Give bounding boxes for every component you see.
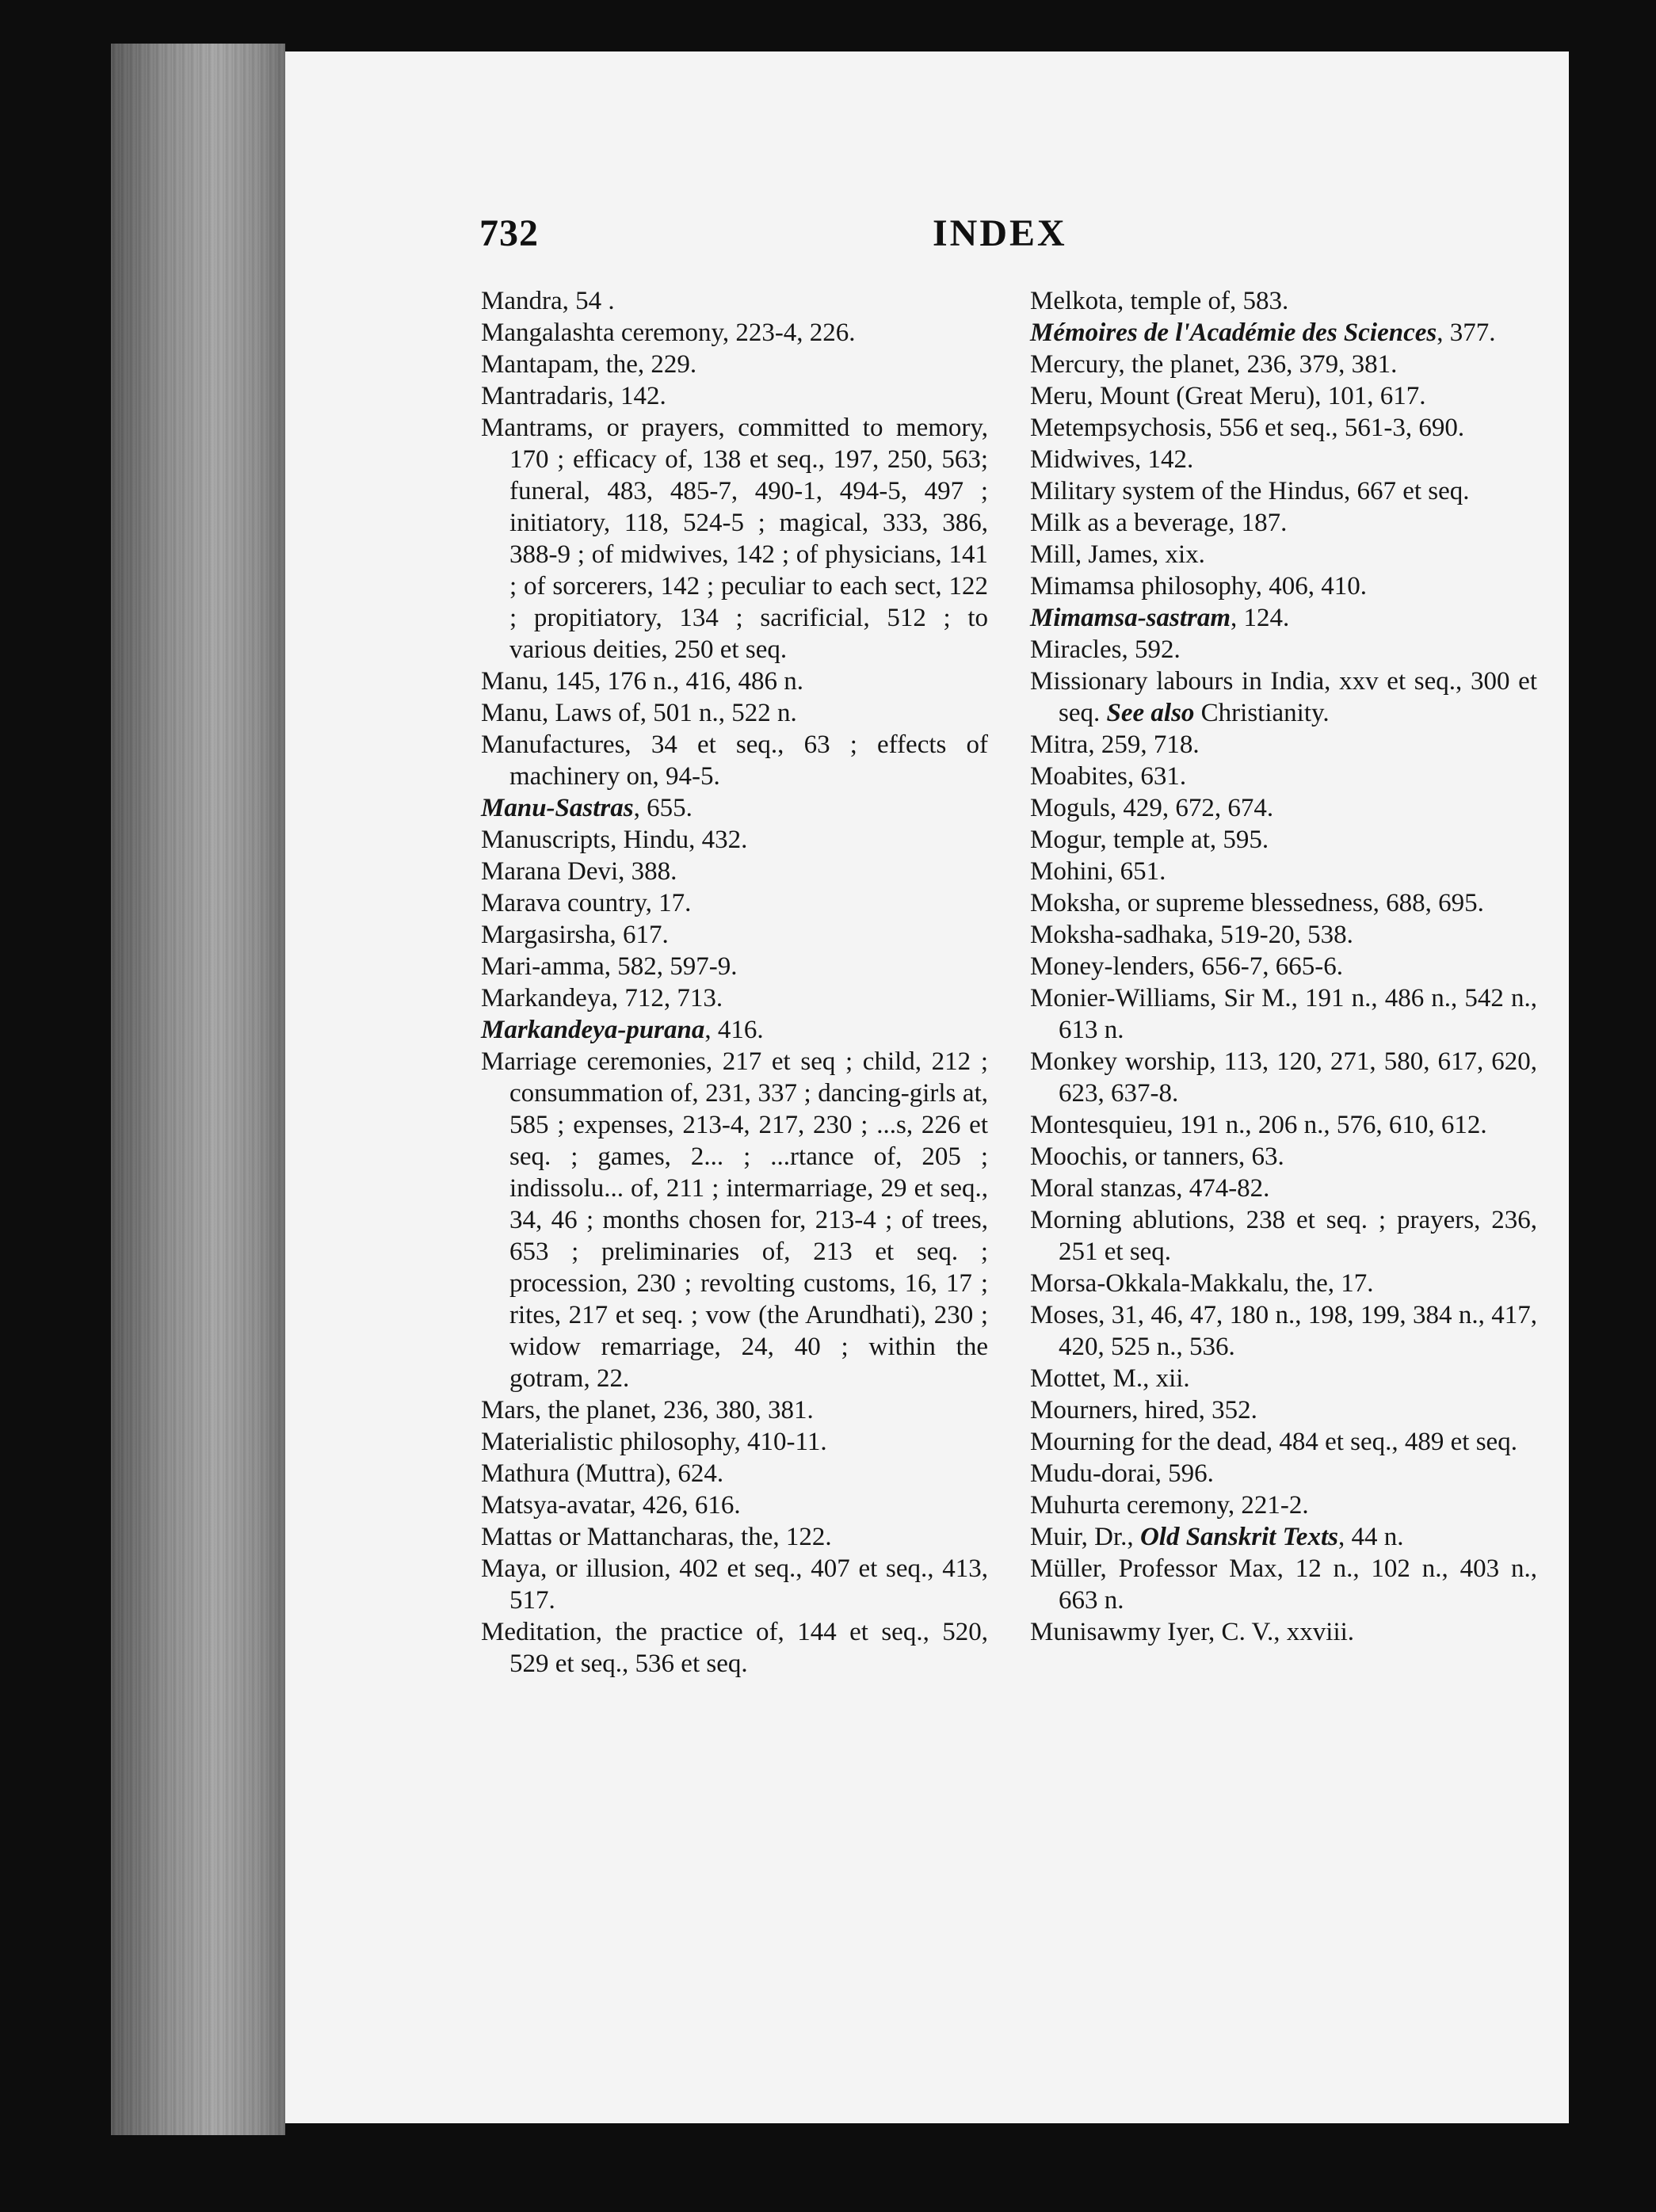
- index-entry: [1030, 1141, 1537, 1173]
- index-entry-text: Mangalashta ceremony, 223-4, 226.: [481, 318, 856, 347]
- index-entry-italic-title: Markandeya-purana: [481, 1016, 705, 1044]
- index-entry-text: Mudu-dorai, 596.: [1030, 1459, 1214, 1488]
- index-entry-text: Moabites, 631.: [1030, 762, 1187, 791]
- index-entry: [481, 1046, 988, 1394]
- index-entry-text: Morning ablutions, 238 et seq. ; prayers, 236, 251 et seq.: [1030, 1206, 1537, 1266]
- index-entry: [1030, 317, 1537, 349]
- index-entry: [481, 856, 988, 887]
- index-entry: [481, 1014, 988, 1046]
- index-entry: [1030, 1616, 1537, 1648]
- index-entry-text: Mohini, 651.: [1030, 857, 1166, 886]
- index-entry: [1030, 1268, 1537, 1299]
- index-entry: [1030, 919, 1537, 951]
- index-entry-text: , 655.: [633, 794, 693, 822]
- index-entry-text: Monkey worship, 113, 120, 271, 580, 617, 620, 623, 637-8.: [1030, 1047, 1537, 1108]
- index-entry-italic-ref: See also: [1100, 699, 1195, 727]
- index-entry-text: , 377.: [1437, 318, 1496, 347]
- index-entry: [1030, 856, 1537, 887]
- index-entry: [1030, 570, 1537, 602]
- index-entry: [1030, 1489, 1537, 1521]
- index-entry-text: Materialistic philosophy, 410-11.: [481, 1428, 827, 1456]
- index-entry-text: Missionary labours in India, xxv et seq., 300 et seq.: [1030, 667, 1537, 727]
- index-entry-text: Marava country, 17.: [481, 889, 692, 917]
- index-entry-text: Manu, 145, 176 n., 416, 486 n.: [481, 667, 803, 696]
- index-entry: [1030, 666, 1537, 729]
- index-entry-text: Mourners, hired, 352.: [1030, 1396, 1257, 1424]
- index-entry-text: , 416.: [704, 1016, 764, 1044]
- index-entry-text: , 124.: [1231, 604, 1290, 632]
- index-entry: [1030, 380, 1537, 412]
- index-entry: [481, 1521, 988, 1553]
- index-entry: [481, 1553, 988, 1616]
- index-entry: [481, 412, 988, 666]
- index-entry-text: Mattas or Mattancharas, the, 122.: [481, 1523, 832, 1551]
- index-entry-text: Manu, Laws of, 501 n., 522 n.: [481, 699, 797, 727]
- index-entry: [1030, 792, 1537, 824]
- index-entry-text: Mandra, 54 .: [481, 287, 615, 315]
- index-entry-italic-title: Mimamsa-sastram: [1030, 604, 1231, 632]
- index-entry-text: Morsa-Okkala-Makkalu, the, 17.: [1030, 1269, 1374, 1298]
- index-entry: [1030, 1426, 1537, 1458]
- index-entry: [481, 317, 988, 349]
- index-entry-text: Moksha-sadhaka, 519-20, 538.: [1030, 921, 1353, 949]
- index-entry-text: Mathura (Muttra), 624.: [481, 1459, 724, 1488]
- index-entry-text: Moksha, or supreme blessedness, 688, 695.: [1030, 889, 1484, 917]
- index-entry-text: Manuscripts, Hindu, 432.: [481, 826, 748, 854]
- index-entry-text: Monier-Williams, Sir M., 191 n., 486 n., 542 n., 613 n.: [1030, 984, 1537, 1044]
- index-entry: [1030, 539, 1537, 570]
- index-entry: [481, 1426, 988, 1458]
- index-entry: [481, 887, 988, 919]
- index-entry: [1030, 761, 1537, 792]
- index-entry: [1030, 285, 1537, 317]
- index-entry: [481, 1489, 988, 1521]
- index-entry-text: Munisawmy Iyer, C. V., xxviii.: [1030, 1618, 1355, 1646]
- index-entry-text: Mill, James, xix.: [1030, 540, 1205, 569]
- index-entry: [1030, 1109, 1537, 1141]
- index-entry-text: Margasirsha, 617.: [481, 921, 669, 949]
- index-entry: [481, 1458, 988, 1489]
- index-entry-text: Mottet, M., xii.: [1030, 1364, 1190, 1393]
- index-entry: [1030, 1521, 1537, 1553]
- index-entry: [481, 792, 988, 824]
- index-entry-text-tail: , 44 n.: [1337, 1523, 1404, 1551]
- index-entry: [1030, 1363, 1537, 1394]
- index-entry: [1030, 1553, 1537, 1616]
- index-entry: [1030, 1173, 1537, 1204]
- index-entry-text: Müller, Professor Max, 12 n., 102 n., 403 n., 663 n.: [1030, 1554, 1537, 1615]
- index-entry-text: Miracles, 592.: [1030, 635, 1181, 664]
- index-entry-text: Maya, or illusion, 402 et seq., 407 et seq., 413, 517.: [481, 1554, 988, 1615]
- index-entry-text: Muhurta ceremony, 221-2.: [1030, 1491, 1309, 1520]
- index-entry: [481, 666, 988, 697]
- index-entry: [481, 697, 988, 729]
- page-header: [479, 212, 1533, 267]
- index-entry: [1030, 951, 1537, 982]
- index-entry-text-tail: Christianity.: [1194, 699, 1330, 727]
- index-entry: [1030, 887, 1537, 919]
- index-entry: [481, 349, 988, 380]
- index-entry-text: Milk as a beverage, 187.: [1030, 509, 1288, 537]
- index-entry-text: Mantrams, or prayers, committed to memory, 170 ; efficacy of, 138 et seq., 197, 250, 563; funeral, 483, 485-7, 490-1, 494-5, 497 ; initiatory, 118, 524-5 ; magical, 333, 386, 388-9 ; of midwives, 142 ; of physicians, 141 ; of sorcerers, 142 ; peculiar to each sect, 122 ; propitiatory, 134 ; sacrificial, 512 ; to various deities, 250 et seq.: [481, 414, 988, 664]
- index-entry: [1030, 349, 1537, 380]
- index-entry-text: Moguls, 429, 672, 674.: [1030, 794, 1274, 822]
- index-entry: [1030, 1394, 1537, 1426]
- index-entry-text: Meru, Mount (Great Meru), 101, 617.: [1030, 382, 1426, 410]
- index-entry: [1030, 1458, 1537, 1489]
- index-entry: [1030, 1046, 1537, 1109]
- index-entry: [1030, 1299, 1537, 1363]
- index-entry: [1030, 1204, 1537, 1268]
- page-number: 732: [479, 212, 539, 254]
- index-entry-text: Mercury, the planet, 236, 379, 381.: [1030, 350, 1398, 379]
- index-entry: [1030, 982, 1537, 1046]
- index-column-left: [481, 285, 988, 1680]
- index-entry: [481, 951, 988, 982]
- index-entry-text: Muir, Dr.,: [1030, 1523, 1140, 1551]
- index-entry-text: Markandeya, 712, 713.: [481, 984, 723, 1013]
- index-entry-text: Meditation, the practice of, 144 et seq., 520, 529 et seq., 536 et seq.: [481, 1618, 988, 1678]
- index-entry: [481, 919, 988, 951]
- index-entry-text: Mantapam, the, 229.: [481, 350, 697, 379]
- index-entry-text: Manufactures, 34 et seq., 63 ; effects of machinery on, 94-5.: [481, 730, 988, 791]
- index-entry-italic-ref: Old Sanskrit Texts: [1139, 1523, 1338, 1551]
- index-entry: [481, 285, 988, 317]
- index-entry-text: Montesquieu, 191 n., 206 n., 576, 610, 612.: [1030, 1111, 1487, 1139]
- index-entry: [1030, 412, 1537, 444]
- index-entry: [1030, 602, 1537, 634]
- index-entry-text: Mantradaris, 142.: [481, 382, 666, 410]
- index-entry: [1030, 634, 1537, 666]
- running-header-title: INDEX: [933, 212, 1067, 254]
- index-entry-text: Marana Devi, 388.: [481, 857, 677, 886]
- index-entry-text: Mimamsa philosophy, 406, 410.: [1030, 572, 1368, 601]
- index-entry: [481, 380, 988, 412]
- index-entry-text: Military system of the Hindus, 667 et seq.: [1030, 477, 1470, 505]
- index-entry-text: Matsya-avatar, 426, 616.: [481, 1491, 741, 1520]
- index-entry: [1030, 475, 1537, 507]
- index-entry-text: Moochis, or tanners, 63.: [1030, 1142, 1284, 1171]
- index-entry-text: Moses, 31, 46, 47, 180 n., 198, 199, 384 n., 417, 420, 525 n., 536.: [1030, 1301, 1537, 1361]
- index-entry-text: Midwives, 142.: [1030, 445, 1194, 474]
- index-entry-italic-title: Manu-Sastras: [481, 794, 634, 822]
- index-entry-text: Mogur, temple at, 595.: [1030, 826, 1269, 854]
- index-entry: [1030, 507, 1537, 539]
- index-entry-text: Moral stanzas, 474-82.: [1030, 1174, 1270, 1203]
- index-entry-italic-title: Mémoires de l'Académie des Sciences: [1030, 318, 1437, 347]
- book-spine: [111, 44, 285, 2135]
- index-entry-text: Mars, the planet, 236, 380, 381.: [481, 1396, 814, 1424]
- index-entry-text: Mari-amma, 582, 597-9.: [481, 952, 738, 981]
- index-entry: [1030, 444, 1537, 475]
- index-entry: [481, 1394, 988, 1426]
- index-entry-text: Marriage ceremonies, 217 et seq ; child, 212 ; consummation of, 231, 337 ; dancing-girls at, 585 ; expenses, 213-4, 217, 230 ; ...s, 226 et seq. ; games, 2... ; ...rtance of, 205 ; indissolu... of, 211 ; intermarriage, 29 et seq., 34, 46 ; months chosen for, 213-4 ; of trees, 653 ; preliminaries of, 213 et seq. ; procession, 230 ; revolting customs, 16, 17 ; rites, 217 et seq. ; vow (the Arundhati), 230 ; widow remarriage, 24, 40 ; within the gotram, 22.: [481, 1047, 988, 1393]
- index-entry: [481, 729, 988, 792]
- index-entry-text: Mitra, 259, 718.: [1030, 730, 1200, 759]
- index-entry-text: Metempsychosis, 556 et seq., 561-3, 690.: [1030, 414, 1465, 442]
- index-entry: [1030, 824, 1537, 856]
- index-entry: [481, 824, 988, 856]
- index-entry-text: Mourning for the dead, 484 et seq., 489 et seq.: [1030, 1428, 1517, 1456]
- index-entry-text: Melkota, temple of, 583.: [1030, 287, 1289, 315]
- index-column-right: [1030, 285, 1537, 1648]
- index-entry: [481, 1616, 988, 1680]
- index-entry: [1030, 729, 1537, 761]
- index-entry-text: Money-lenders, 656-7, 665-6.: [1030, 952, 1344, 981]
- index-entry: [481, 982, 988, 1014]
